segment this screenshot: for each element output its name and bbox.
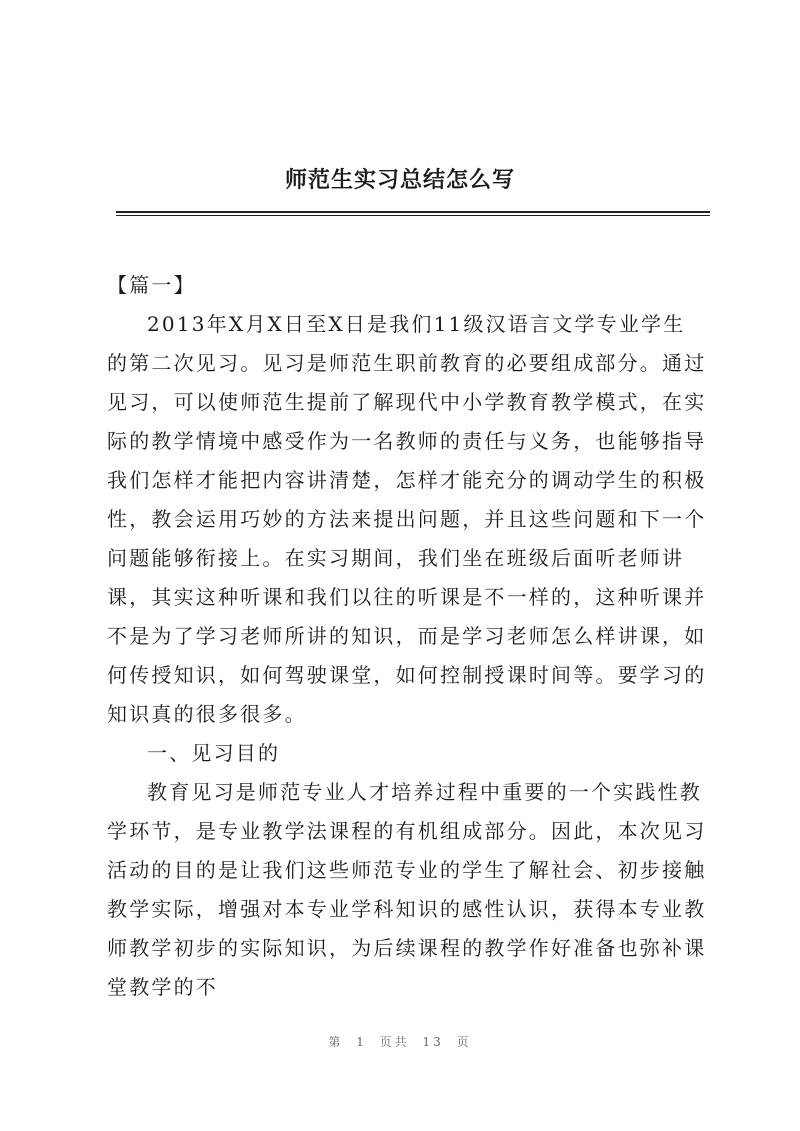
title-rule-thick — [116, 211, 710, 213]
title-rule-thin — [116, 215, 710, 216]
document-body — [107, 266, 707, 1007]
section-label: 【篇一】 — [107, 273, 196, 297]
section-heading: 一、见习目的 — [147, 741, 281, 765]
document-title: 师范生实习总结怎么写 — [284, 167, 515, 193]
page-number-footer: 第 1 页共 13 页 — [328, 1035, 472, 1049]
paragraph: 2013年X月X日至X日是我们11级汉语言文学专业学生的第二次见习。见习是师范生职前教育的必要组成部分。通过见习，可以使师范生提前了解现代中小学教育教学模式，在实际的教学情境中感受作为一名教师的责任与义务，也能够指导我们怎样才能把内容讲清楚，怎样才能充分的调动学生的积极性，教会运用巧妙的方法来提出问题，并且这些问题和下一个问题能够衔接上。在实习期间，我们坐在班级后面听老师讲课，其实这种听课和我们以往的听课是不一样的，这种听课并不是为了学习老师所讲的知识，而是学习老师怎么样讲课，如何传授知识，如何驾驶课堂，如何控制授课时间等。要学习的知识真的很多很多。 — [107, 312, 707, 726]
paragraph: 教育见习是师范专业人才培养过程中重要的一个实践性教学环节，是专业教学法课程的有机组成部分。因此，本次见习活动的目的是让我们这些师范专业的学生了解社会、初步接触教学实际，增强对本专业学科知识的感性认识，获得本专业教师教学初步的实际知识，为后续课程的教学作好准备也弥补课堂教学的不 — [107, 780, 707, 999]
